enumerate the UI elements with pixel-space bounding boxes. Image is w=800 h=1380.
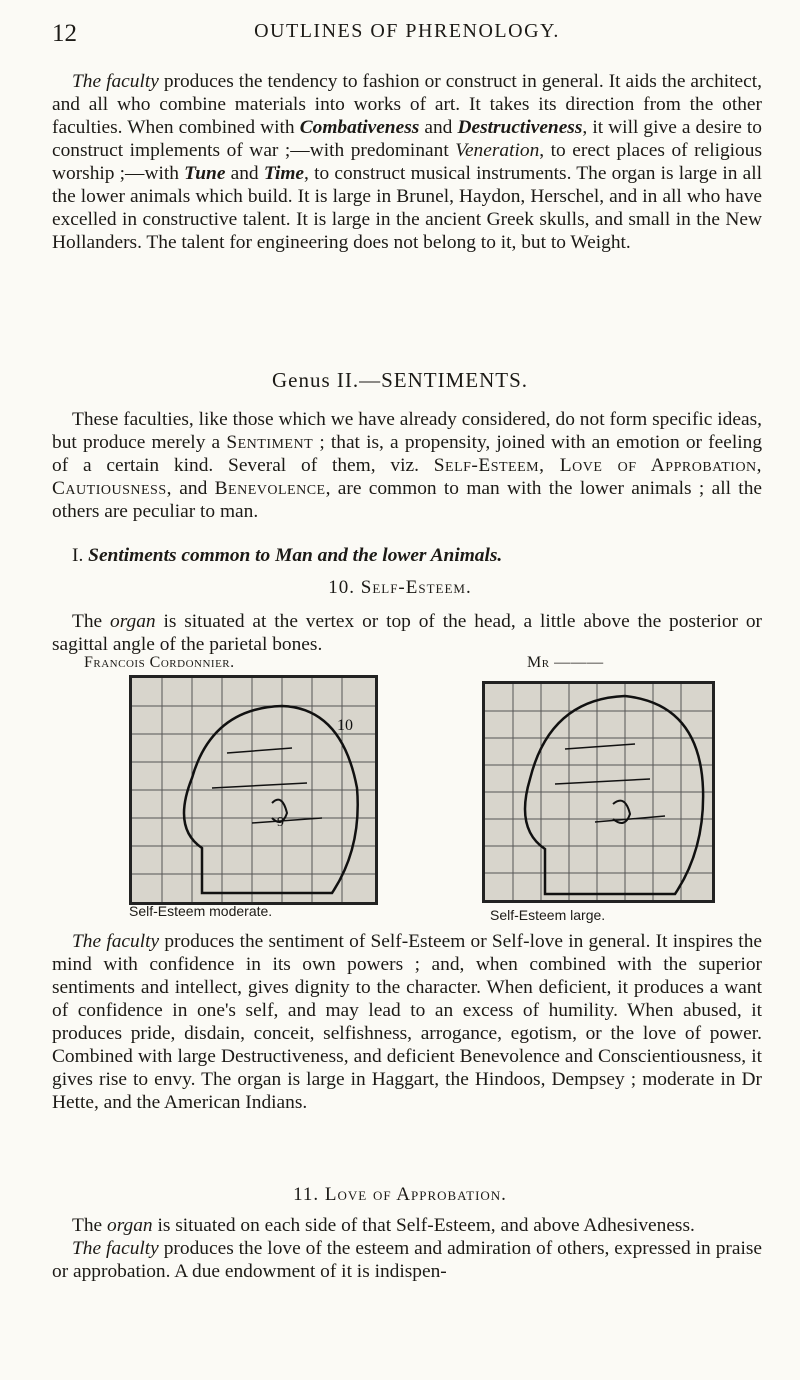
page-header <box>52 20 762 56</box>
figure-self-esteem-moderate <box>129 675 378 905</box>
organ-number-10: 10 <box>337 717 353 734</box>
genus-heading: Genus II.—SENTIMENTS. <box>271 368 529 392</box>
term-veneration: Veneration <box>455 140 540 161</box>
figure-right-name: Mr ——— <box>527 654 604 671</box>
term-benevolence: Benevolence <box>214 478 326 499</box>
head-diagram-moderate <box>132 678 375 902</box>
heading-love-of-approbation: 11. Love of Approbation. <box>293 1184 507 1205</box>
term-destructiveness: Destructiveness <box>457 117 583 138</box>
term-tune: Tune <box>184 163 226 184</box>
page-number: 12 <box>52 20 77 47</box>
head-diagram-large <box>485 684 712 900</box>
paragraph-self-esteem-organ: The organ is situated at the vertex or top of the head, a little above the posterior or sagittal angle of the parietal bones. <box>52 611 762 655</box>
faculty-term: The faculty <box>72 71 159 92</box>
organ-term: organ <box>110 611 156 632</box>
organ-term: organ <box>107 1215 153 1236</box>
section-title-sentiments-common: I. Sentiments common to Man and the lower Animals. <box>72 545 503 566</box>
term-combativeness: Combativeness <box>299 117 420 138</box>
organ-number-9: 9 <box>277 815 284 830</box>
heading-self-esteem: 10. Self-Esteem. <box>328 577 472 598</box>
figure-self-esteem-large <box>482 681 715 903</box>
figure-left-name: Francois Cordonnier. <box>84 654 235 671</box>
running-title: OUTLINES OF PHRENOLOGY. <box>254 20 560 42</box>
paragraph-self-esteem-faculty: The faculty produces the sentiment of Self-Esteem or Self-love in general. It inspires the mind with confidence in its own powers ; and, when combined with the superior sentiments and intellect, gives dignity to the character. When deficient, it produces a want of confidence in one's self, and may lead to an excess of humility. When abused, it produces pride, disdain, conceit, selfishness, arrogance, egotism, or the love of power. Combined with large Destructiveness, and deficient Benevolence and Conscientiousness, it gives rise to envy. The organ is large in Haggart, the Hindoos, Dempsey ; moderate in Dr Hette, and the American Indians. <box>52 931 762 1113</box>
term-faculties-list: Self-Esteem, Love of Approbation, Cautiousness, <box>52 455 763 499</box>
term-time: Time <box>263 163 305 184</box>
term-sentiment: Sentiment <box>226 432 314 453</box>
paragraph-sentiments-intro: These faculties, like those which we have already considered, do not form specific ideas, but produce merely a Sentiment ; that is, a propensity, joined with an emotion or feeling of a certain kind. Several of them, viz. Self-Esteem, Love of Approbation, Cautiousness, and Benevolence, are common to man with the lower animals ; all the others are peculiar to man. <box>52 409 763 522</box>
figure-right-caption: Self-Esteem large. <box>490 907 606 923</box>
faculty-term: The faculty <box>72 931 160 952</box>
faculty-term: The faculty <box>72 1238 159 1259</box>
figure-left-caption: Self-Esteem moderate. <box>129 903 273 919</box>
paragraph-approbation-organ: The organ is situated on each side of that Self-Esteem, and above Adhesiveness. The faculty produces the love of the esteem and admiration of others, expressed in praise or approbation. A due endowment of it is indispen- <box>52 1215 762 1282</box>
paragraph-constructiveness: The faculty produces the tendency to fashion or construct in general. It aids the architect, and all who combine materials into works of art. It takes its direction from the other faculties. When combined with Combativeness and Destructiveness, it will give a desire to construct implements of war ;—with predominant Veneration, to erect places of religious worship ;—with Tune and Time, to construct musical instruments. The organ is large in all the lower animals which build. It is large in Brunel, Haydon, Herschel, and in all who have excelled in constructive talent. It is large in the ancient Greek skulls, and small in the New Hollanders. The talent for engineering does not belong to it, but to Weight. <box>52 71 763 253</box>
